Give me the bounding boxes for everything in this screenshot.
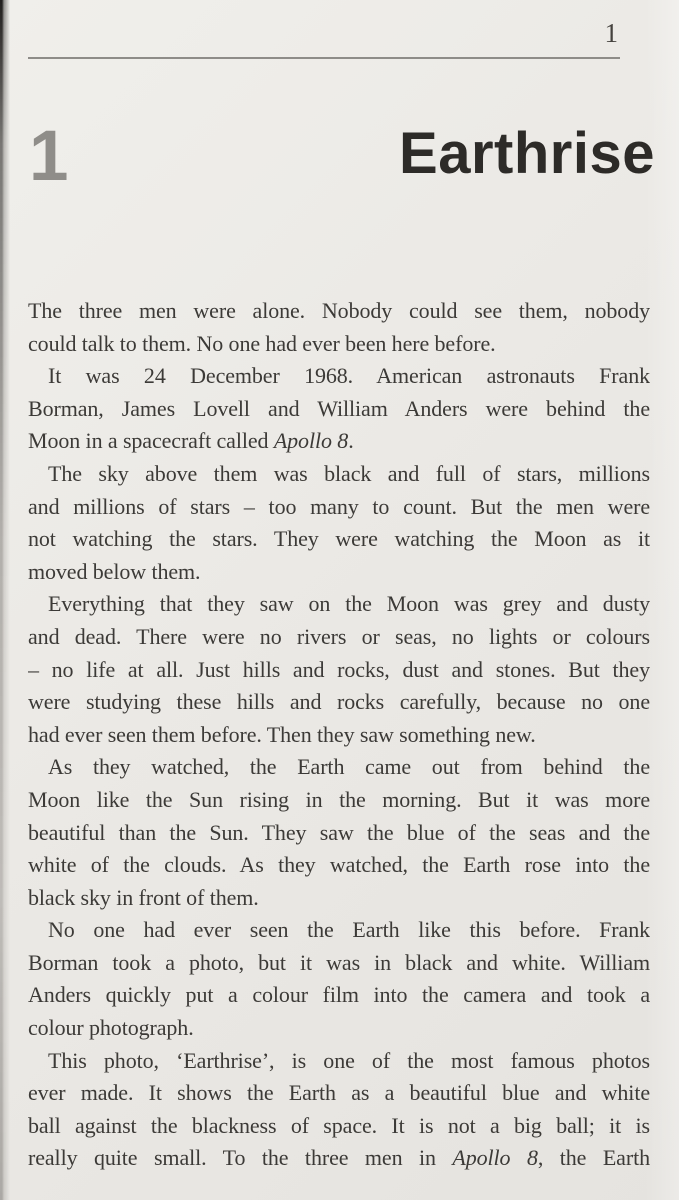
header-rule: [28, 57, 620, 59]
body-line: Everything that they saw on the Moon was grey and dusty: [48, 591, 650, 617]
paragraph: [28, 588, 650, 751]
body-line: – no life at all. Just hills and rocks, dust and stones. But they: [28, 656, 650, 682]
body-line: beautiful than the Sun. They saw the blue of the seas and the: [28, 819, 650, 845]
page-gutter-shadow: [0, 0, 10, 1200]
body-line: moved below them.: [28, 558, 201, 584]
body-line: could talk to them. No one had ever been here before.: [28, 330, 496, 356]
paragraph: [28, 295, 650, 360]
body-line: Borman took a photo, but it was in black and white. William: [28, 949, 650, 975]
body-line: and dead. There were no rivers or seas, no lights or colours: [28, 623, 650, 649]
body-line: white of the clouds. As they watched, the Earth rose into the: [28, 852, 650, 878]
body-line: really quite small. To the three men in Apollo 8, the Earth: [28, 1145, 650, 1171]
body-line: Moon in a spacecraft called Apollo 8.: [28, 428, 354, 454]
body-line: No one had ever seen the Earth like this before. Frank: [48, 917, 650, 943]
body-line: ever made. It shows the Earth as a beautiful blue and white: [28, 1080, 650, 1106]
paragraph: [28, 914, 650, 1044]
page-number: 1: [604, 18, 618, 48]
chapter-number: 1: [29, 117, 69, 196]
paragraph: [28, 1045, 650, 1175]
body-line: black sky in front of them.: [28, 884, 259, 910]
body-line: As they watched, the Earth came out from behind the: [48, 754, 650, 780]
body-text: [28, 295, 650, 1175]
body-line: not watching the stars. They were watching the Moon as it: [28, 526, 650, 552]
body-line: had ever seen them before. Then they saw something new.: [28, 721, 536, 747]
body-line: colour photograph.: [28, 1015, 194, 1041]
chapter-title: Earthrise: [399, 121, 655, 186]
body-line: This photo, ‘Earthrise’, is one of the most famous photos: [48, 1047, 650, 1073]
body-line: were studying these hills and rocks carefully, because no one: [28, 689, 650, 715]
paragraph: [28, 458, 650, 588]
body-line: It was 24 December 1968. American astronauts Frank: [48, 363, 650, 389]
body-line: ball against the blackness of space. It is not a big ball; it is: [28, 1112, 650, 1138]
body-line: Moon like the Sun rising in the morning. But it was more: [28, 786, 650, 812]
paragraph: [28, 360, 650, 458]
body-line: and millions of stars – too many to count. But the men were: [28, 493, 650, 519]
body-line: The sky above them was black and full of stars, millions: [48, 460, 650, 486]
body-line: Borman, James Lovell and William Anders were behind the: [28, 395, 650, 421]
body-line: The three men were alone. Nobody could see them, nobody: [28, 298, 650, 323]
paragraph: [28, 751, 650, 914]
body-line: Anders quickly put a colour film into the camera and took a: [28, 982, 650, 1008]
